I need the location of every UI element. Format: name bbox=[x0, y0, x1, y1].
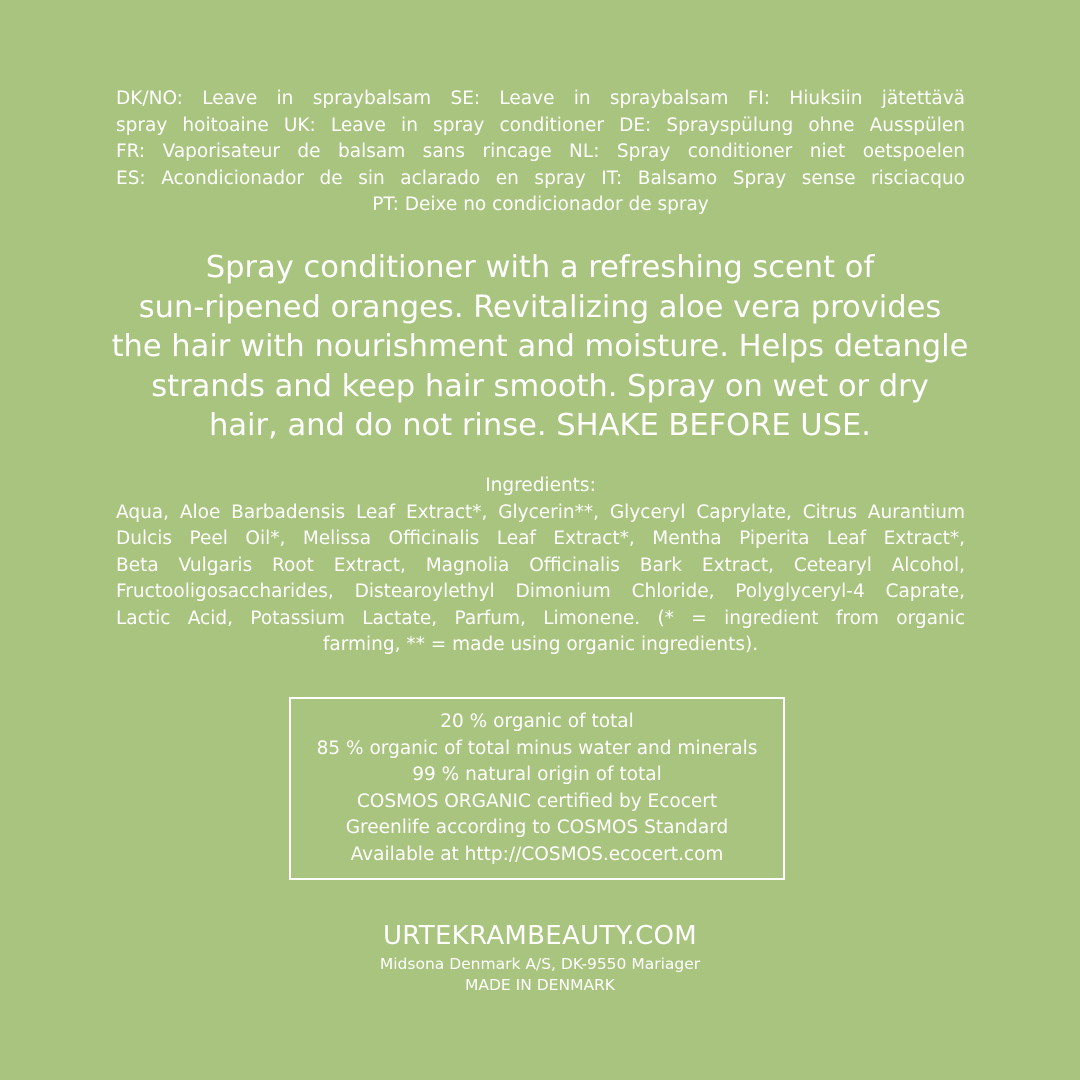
translation-line: PT: Deixe no condicionador de spray bbox=[372, 194, 709, 215]
ingredients-line: Lactic Acid, Potassium Lactate, Parfum, Limonene. (* = ingredient from organic bbox=[116, 607, 965, 629]
description-line: hair, and do not rinse. SHAKE BEFORE USE. bbox=[209, 408, 871, 443]
ingredients-line: Fructooligosaccharides, Distearoylethyl Dimonium Chloride, Polyglyceryl-4 Caprate, bbox=[116, 581, 965, 602]
certification-line: 20 % organic of total bbox=[440, 711, 634, 732]
description-line: Spray conditioner with a refreshing scent of bbox=[205, 250, 875, 285]
made-in-text: MADE IN DENMARK bbox=[465, 976, 615, 994]
translation-line: spray hoitoaine UK: Leave in spray conditioner DE: Sprayspülung ohne Ausspülen bbox=[116, 114, 965, 136]
ingredients-line: farming, ** = made using organic ingredients). bbox=[322, 634, 759, 655]
certification-line: COSMOS ORGANIC certified by Ecocert bbox=[356, 790, 718, 812]
ingredients-line: Beta Vulgaris Root Extract, Magnolia Officinalis Bark Extract, Cetearyl Alcohol, bbox=[116, 554, 965, 576]
certification-line: Available at http://COSMOS.ecocert.com bbox=[350, 843, 724, 865]
translation-line: DK/NO: Leave in spraybalsam SE: Leave in spraybalsam FI: Hiuksiin jätettävä bbox=[116, 88, 965, 109]
ingredients-line: Dulcis Peel Oil*, Melissa Officinalis Leaf Extract*, Mentha Piperita Leaf Extract*, bbox=[116, 528, 965, 549]
ingredients-section bbox=[116, 473, 965, 659]
description-line: sun-ripened oranges. Revitalizing aloe vera provides bbox=[138, 289, 942, 325]
certification-box bbox=[289, 697, 785, 880]
description-line: the hair with nourishment and moisture. Helps detangle bbox=[111, 329, 969, 364]
language-translations bbox=[116, 86, 965, 219]
company-address: Midsona Denmark A/S, DK-9550 Mariager bbox=[379, 955, 701, 973]
product-description bbox=[80, 248, 1000, 446]
ingredients-line: Aqua, Aloe Barbadensis Leaf Extract*, Glycerin**, Glyceryl Caprylate, Citrus Aurantium bbox=[116, 501, 965, 523]
certification-line: 85 % organic of total minus water and minerals bbox=[316, 737, 758, 759]
brand-footer bbox=[240, 918, 840, 996]
certification-line: Greenlife according to COSMOS Standard bbox=[345, 817, 729, 838]
certification-line: 99 % natural origin of total bbox=[412, 764, 662, 785]
website-text: URTEKRAMBEAUTY.COM bbox=[382, 921, 698, 951]
translation-line: ES: Acondicionador de sin aclarado en spray IT: Balsamo Spray sense risciacquo bbox=[116, 167, 965, 189]
translation-line: FR: Vaporisateur de balsam sans rincage NL: Spray conditioner niet oetspoelen bbox=[116, 141, 965, 162]
ingredients-heading: Ingredients: bbox=[485, 475, 596, 496]
description-line: strands and keep hair smooth. Spray on wet or dry bbox=[151, 368, 929, 404]
